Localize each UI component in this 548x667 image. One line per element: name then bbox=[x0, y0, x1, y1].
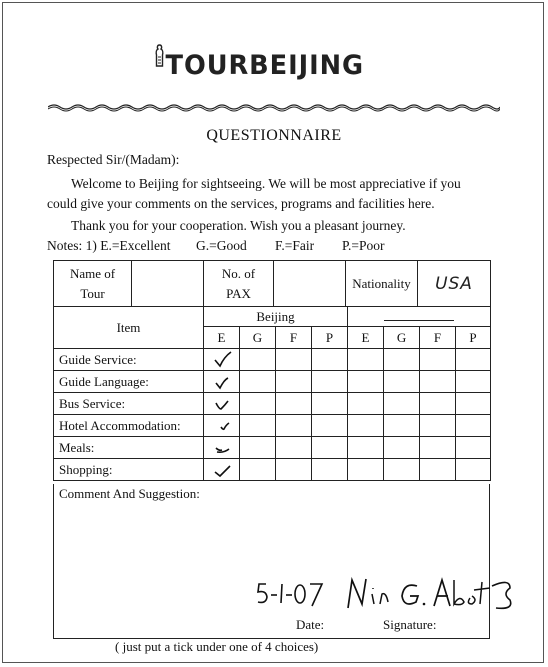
rating-cell[interactable] bbox=[204, 459, 240, 481]
rating-cell[interactable] bbox=[276, 437, 312, 459]
rating-cell[interactable] bbox=[204, 393, 240, 415]
grade-header-g-city1: G bbox=[240, 327, 276, 349]
page-title: QUESTIONNAIRE bbox=[206, 127, 342, 144]
rating-cell[interactable] bbox=[240, 349, 276, 371]
rating-cell[interactable] bbox=[420, 371, 456, 393]
nationality-field[interactable] bbox=[418, 261, 491, 307]
notes-legend-excellent: Notes: 1) E.=Excellent bbox=[47, 238, 171, 253]
rating-cell[interactable] bbox=[348, 415, 384, 437]
tick-mark-icon bbox=[211, 439, 233, 457]
rating-cell[interactable] bbox=[420, 437, 456, 459]
rating-cell[interactable] bbox=[276, 393, 312, 415]
table-row bbox=[54, 371, 491, 393]
footer-instruction: ( just put a tick under one of 4 choices) bbox=[115, 639, 319, 654]
pax-field[interactable] bbox=[274, 261, 346, 307]
rating-cell[interactable] bbox=[420, 459, 456, 481]
grade-header-e-city2: E bbox=[348, 327, 384, 349]
letter-line-3: Thank you for your cooperation. Wish you a pleasant journey. bbox=[71, 218, 406, 233]
table-row bbox=[54, 393, 491, 415]
rating-cell[interactable] bbox=[456, 415, 491, 437]
rating-cell[interactable] bbox=[348, 459, 384, 481]
rating-cell[interactable] bbox=[384, 437, 420, 459]
rating-cell[interactable] bbox=[276, 371, 312, 393]
tick-mark-icon bbox=[211, 373, 233, 391]
rating-cell[interactable] bbox=[312, 393, 348, 415]
rating-cell[interactable] bbox=[384, 459, 420, 481]
rating-cell[interactable] bbox=[312, 349, 348, 371]
rating-cell[interactable] bbox=[384, 349, 420, 371]
rating-cell[interactable] bbox=[312, 437, 348, 459]
rating-cell[interactable] bbox=[312, 371, 348, 393]
rating-cell[interactable] bbox=[456, 459, 491, 481]
city-header-beijing: Beijing bbox=[204, 307, 348, 327]
rating-cell[interactable] bbox=[240, 371, 276, 393]
decorative-wave-divider bbox=[48, 102, 500, 112]
rating-cell[interactable] bbox=[240, 437, 276, 459]
item-label: Meals: bbox=[54, 437, 204, 459]
rating-cell[interactable] bbox=[384, 371, 420, 393]
grade-header-p-city2: P bbox=[456, 327, 491, 349]
item-label: Shopping: bbox=[54, 459, 204, 481]
item-header: Item bbox=[54, 307, 204, 349]
rating-cell[interactable] bbox=[420, 415, 456, 437]
item-label: Guide Service: bbox=[54, 349, 204, 371]
tick-mark-icon bbox=[211, 351, 233, 369]
ratings-table bbox=[53, 306, 491, 481]
brand-text: TOURBEIJING bbox=[165, 50, 365, 81]
grade-header-p-city1: P bbox=[312, 327, 348, 349]
questionnaire-table bbox=[53, 260, 491, 307]
nationality-handwritten: USA bbox=[435, 273, 473, 294]
letter-line-1: Welcome to Beijing for sightseeing. We will be most appreciative if you bbox=[71, 176, 461, 191]
rating-cell[interactable] bbox=[348, 437, 384, 459]
rating-cell[interactable] bbox=[384, 415, 420, 437]
rating-cell[interactable] bbox=[276, 415, 312, 437]
rating-cell[interactable] bbox=[348, 393, 384, 415]
grade-header-f-city2: F bbox=[420, 327, 456, 349]
rating-cell[interactable] bbox=[204, 415, 240, 437]
notes-legend-good: G.=Good bbox=[196, 238, 247, 253]
tick-mark-icon bbox=[211, 395, 233, 413]
signature-label: Signature: bbox=[383, 617, 437, 632]
handwritten-signature bbox=[342, 574, 522, 616]
name-of-tour-label bbox=[54, 261, 132, 307]
item-label: Bus Service: bbox=[54, 393, 204, 415]
rating-cell[interactable] bbox=[276, 459, 312, 481]
item-label: Guide Language: bbox=[54, 371, 204, 393]
rating-cell[interactable] bbox=[456, 437, 491, 459]
tick-mark-icon bbox=[211, 417, 233, 435]
rating-cell[interactable] bbox=[420, 349, 456, 371]
rating-cell[interactable] bbox=[348, 349, 384, 371]
item-label: Hotel Accommodation: bbox=[54, 415, 204, 437]
grade-header-e-city1: E bbox=[204, 327, 240, 349]
notes-legend-poor: P.=Poor bbox=[342, 238, 385, 253]
table-row bbox=[54, 459, 491, 481]
rating-cell[interactable] bbox=[240, 459, 276, 481]
rating-cell[interactable] bbox=[456, 349, 491, 371]
tick-mark-icon bbox=[211, 461, 233, 479]
table-row bbox=[54, 349, 491, 371]
rating-cell[interactable] bbox=[384, 393, 420, 415]
letter-line-2: could give your comments on the services, programs and facilities here. bbox=[47, 196, 435, 211]
rating-cell[interactable] bbox=[456, 371, 491, 393]
rating-cell[interactable] bbox=[240, 415, 276, 437]
nationality-label: Nationality bbox=[346, 261, 418, 307]
grade-header-g-city2: G bbox=[384, 327, 420, 349]
handwritten-date bbox=[256, 578, 326, 612]
table-row bbox=[54, 437, 491, 459]
table-row bbox=[54, 415, 491, 437]
city-header-blank bbox=[348, 307, 491, 327]
rating-cell[interactable] bbox=[240, 393, 276, 415]
rating-cell[interactable] bbox=[204, 371, 240, 393]
comment-label: Comment And Suggestion: bbox=[59, 486, 200, 501]
rating-cell[interactable] bbox=[312, 415, 348, 437]
rating-cell[interactable] bbox=[348, 371, 384, 393]
name-of-tour-field[interactable] bbox=[132, 261, 204, 307]
brand-logo bbox=[155, 50, 364, 81]
tour-label-text: Name of Tour bbox=[69, 265, 116, 301]
rating-cell[interactable] bbox=[204, 437, 240, 459]
rating-cell[interactable] bbox=[456, 393, 491, 415]
salutation: Respected Sir/(Madam): bbox=[47, 152, 180, 167]
rating-cell[interactable] bbox=[312, 459, 348, 481]
notes-legend-fair: F.=Fair bbox=[275, 238, 315, 253]
rating-cell[interactable] bbox=[420, 393, 456, 415]
pax-label: No. of PAX bbox=[204, 261, 274, 307]
date-label: Date: bbox=[296, 617, 325, 632]
rating-cell[interactable] bbox=[276, 349, 312, 371]
rating-cell[interactable] bbox=[204, 349, 240, 371]
grade-header-f-city1: F bbox=[276, 327, 312, 349]
